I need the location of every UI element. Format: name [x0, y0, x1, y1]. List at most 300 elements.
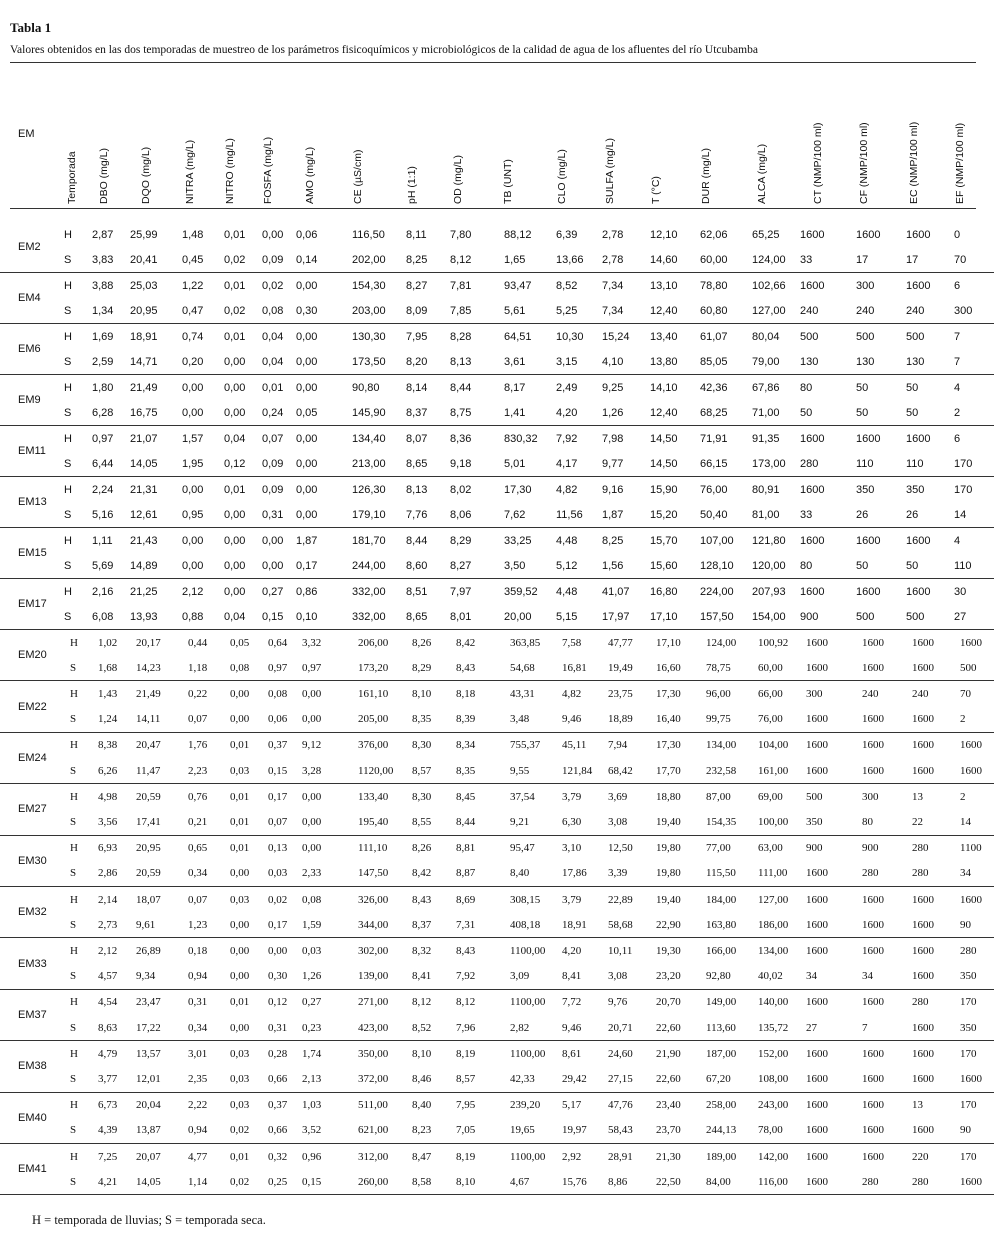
table-cell: 213,00	[352, 457, 386, 470]
table-cell: 3,69	[608, 790, 628, 803]
table-cell: 1600	[862, 1047, 884, 1060]
table-cell: 0,00	[296, 355, 318, 368]
table-cell: 170	[954, 483, 973, 496]
table-cell: 1,59	[302, 918, 322, 931]
table-cell: 11,56	[556, 508, 583, 521]
table-cell: 7,94	[608, 739, 628, 752]
table-cell: 0,12	[268, 996, 288, 1009]
station-group	[0, 1041, 994, 1092]
table-header	[0, 110, 994, 210]
table-cell: 2,12	[98, 944, 118, 957]
table-cell: S	[70, 970, 77, 983]
table-cell: 173,20	[358, 661, 389, 674]
table-cell: 10,11	[608, 944, 633, 957]
table-row	[0, 784, 994, 809]
table-cell: 1600	[960, 1072, 982, 1085]
table-cell: 179,10	[352, 508, 386, 521]
table-cell: 8,51	[406, 585, 428, 598]
table-cell: 9,18	[450, 457, 472, 470]
table-cell: 0,97	[268, 661, 288, 674]
table-cell: 23,47	[136, 996, 161, 1009]
table-cell: 2,14	[98, 893, 118, 906]
column-header-label: T (°C)	[650, 176, 662, 204]
table-cell: 1600	[806, 764, 828, 777]
table-cell: 50	[856, 406, 869, 419]
table-cell: 8,30	[412, 739, 432, 752]
table-cell: 124,00	[752, 253, 786, 266]
table-cell: 0,10	[296, 610, 318, 623]
table-cell: 120,00	[752, 559, 786, 572]
table-cell: 224,00	[700, 585, 734, 598]
table-cell: 8,86	[608, 1175, 628, 1188]
table-cell: H	[64, 381, 72, 394]
table-cell: 47,76	[608, 1099, 633, 1112]
table-cell: 195,40	[358, 815, 389, 828]
table-cell: 1600	[862, 1124, 884, 1137]
table-cell: 0,27	[262, 585, 284, 598]
table-cell: 8,18	[456, 687, 476, 700]
table-cell: 1,74	[302, 1047, 322, 1060]
table-cell: 0,97	[92, 432, 114, 445]
table-cell: 2,13	[302, 1072, 322, 1085]
table-cell: 0,00	[296, 381, 318, 394]
table-cell: H	[64, 330, 72, 343]
table-cell: 0,01	[230, 790, 250, 803]
column-header	[756, 94, 768, 204]
table-footnote: H = temporada de lluvias; S = temporada seca.	[32, 1213, 266, 1227]
table-cell: 5,01	[504, 457, 526, 470]
table-cell: 1600	[806, 1175, 828, 1188]
em-column-header: EM	[18, 128, 35, 140]
table-cell: 1,18	[188, 661, 208, 674]
table-cell: 1600	[806, 1099, 828, 1112]
table-cell: 8,61	[562, 1047, 582, 1060]
column-header-label: CT (NMP/100 ml)	[812, 122, 824, 204]
table-cell: 3,79	[562, 790, 582, 803]
table-cell: 1,22	[182, 279, 204, 292]
table-cell: 312,00	[358, 1150, 389, 1163]
table-cell: 8,11	[406, 228, 427, 241]
table-cell: 0,15	[262, 610, 284, 623]
station-group	[0, 733, 994, 784]
table-cell: 163,80	[706, 918, 737, 931]
column-header	[812, 94, 824, 204]
table-cell: 8,35	[412, 713, 432, 726]
table-cell: 42,36	[700, 381, 728, 394]
table-cell: 111,10	[358, 842, 388, 855]
table-cell: 0,20	[182, 355, 204, 368]
table-cell: 0,03	[230, 893, 250, 906]
table-cell: 23,40	[656, 1099, 681, 1112]
table-cell: 2,86	[98, 867, 118, 880]
table-cell: 68,25	[700, 406, 728, 419]
table-cell: 8,29	[450, 534, 472, 547]
table-cell: S	[64, 508, 72, 521]
table-cell: 1100,00	[510, 944, 546, 957]
station-group	[0, 273, 994, 324]
station-group	[0, 630, 994, 681]
table-cell: 8,63	[98, 1021, 118, 1034]
table-cell: 8,87	[456, 867, 476, 880]
table-cell: 2,92	[562, 1150, 582, 1163]
table-cell: 1600	[862, 636, 884, 649]
table-cell: 332,00	[352, 610, 386, 623]
table-cell: 8,17	[504, 381, 526, 394]
table-cell: 8,20	[406, 355, 428, 368]
table-cell: 3,08	[608, 970, 628, 983]
table-cell: S	[70, 661, 77, 674]
table-cell: 1600	[856, 432, 881, 445]
table-cell: 2,78	[602, 228, 624, 241]
column-header-label: CLO (mg/L)	[556, 149, 568, 204]
table-cell: H	[70, 1150, 78, 1163]
table-cell: 0,00	[182, 534, 204, 547]
table-cell: 1600	[856, 228, 881, 241]
station-group	[0, 784, 994, 835]
table-cell: 6,28	[92, 406, 114, 419]
table-cell: 8,07	[406, 432, 428, 445]
table-cell: 2,82	[510, 1021, 530, 1034]
table-cell: 0,02	[262, 279, 284, 292]
column-header-label: EC (NMP/100 ml)	[908, 121, 920, 204]
table-cell: 8,02	[450, 483, 472, 496]
table-cell: 0,21	[188, 815, 208, 828]
table-cell: 350	[856, 483, 875, 496]
column-header	[650, 94, 662, 204]
table-cell: 20,41	[130, 253, 158, 266]
table-cell: 8,27	[406, 279, 428, 292]
table-cell: 7,34	[602, 304, 624, 317]
table-cell: 8,23	[412, 1124, 432, 1137]
table-cell: 500	[806, 790, 823, 803]
table-cell: 17,10	[656, 636, 681, 649]
table-cell: 1600	[862, 1099, 884, 1112]
column-header-label: NITRA (mg/L)	[184, 139, 196, 204]
table-cell: 14,05	[136, 1175, 161, 1188]
table-cell: 8,47	[412, 1150, 432, 1163]
table-cell: 13,80	[650, 355, 678, 368]
table-cell: 0,05	[230, 636, 250, 649]
table-cell: 149,00	[706, 996, 737, 1009]
table-cell: 1600	[912, 918, 934, 931]
table-cell: 0,96	[302, 1150, 322, 1163]
table-cell: 14,05	[130, 457, 158, 470]
table-cell: 1600	[912, 944, 934, 957]
table-cell: 4	[954, 381, 961, 394]
table-cell: 130	[856, 355, 875, 368]
table-row	[0, 222, 994, 247]
table-cell: 7,95	[456, 1099, 476, 1112]
table-row	[0, 887, 994, 912]
table-cell: 755,37	[510, 739, 541, 752]
table-cell: 50	[856, 559, 869, 572]
table-cell: 3,10	[562, 842, 582, 855]
table-cell: 8,09	[406, 304, 428, 317]
table-cell: 13,87	[136, 1124, 161, 1137]
station-label: EM24	[18, 751, 47, 764]
table-cell: 62,06	[700, 228, 728, 241]
table-cell: 173,50	[352, 355, 386, 368]
table-cell: 1600	[912, 1047, 934, 1060]
table-cell: 0,17	[268, 918, 288, 931]
table-cell: 24,60	[608, 1047, 633, 1060]
table-row	[0, 604, 994, 629]
table-cell: H	[70, 944, 78, 957]
table-cell: 2,33	[302, 867, 322, 880]
table-cell: H	[64, 585, 72, 598]
table-cell: 0,00	[302, 713, 322, 726]
table-cell: 1600	[960, 636, 982, 649]
table-cell: 184,00	[706, 893, 737, 906]
table-cell: S	[64, 406, 72, 419]
table-cell: 90	[960, 1124, 971, 1137]
table-cell: 8,81	[456, 842, 476, 855]
table-row	[0, 247, 994, 272]
table-cell: 27,15	[608, 1072, 633, 1085]
table-cell: 8,43	[412, 893, 432, 906]
table-cell: 0,02	[224, 304, 246, 317]
table-cell: 21,49	[136, 687, 161, 700]
table-cell: 8,57	[412, 764, 432, 777]
table-cell: H	[70, 996, 78, 1009]
table-cell: 240	[906, 304, 925, 317]
table-cell: 7,72	[562, 996, 582, 1009]
table-cell: 240	[912, 687, 929, 700]
table-cell: 19,97	[562, 1124, 587, 1137]
table-cell: 8,57	[456, 1072, 476, 1085]
table-cell: 1600	[806, 918, 828, 931]
table-cell: 0,00	[262, 228, 284, 241]
column-header-label: DUR (mg/L)	[700, 147, 712, 204]
table-cell: 104,00	[758, 739, 789, 752]
station-label: EM13	[18, 496, 47, 508]
table-cell: S	[64, 355, 72, 368]
table-cell: 0,03	[230, 1072, 250, 1085]
table-cell: 78,80	[700, 279, 728, 292]
table-cell: 1600	[806, 713, 828, 726]
table-cell: 2,24	[92, 483, 114, 496]
table-cell: 130	[800, 355, 819, 368]
table-cell: 0,00	[268, 944, 288, 957]
table-cell: 130,30	[352, 330, 386, 343]
table-cell: 15,20	[650, 508, 678, 521]
table-cell: 63,00	[758, 842, 783, 855]
table-cell: 0	[954, 228, 961, 241]
table-cell: 2,35	[188, 1072, 208, 1085]
table-cell: 1,41	[504, 406, 526, 419]
table-cell: 205,00	[358, 713, 389, 726]
table-cell: 1600	[806, 944, 828, 957]
table-cell: 1,87	[296, 534, 318, 547]
table-cell: 8,75	[450, 406, 472, 419]
table-cell: 7,85	[450, 304, 472, 317]
table-cell: 0,31	[188, 996, 208, 1009]
table-cell: 8,52	[412, 1021, 432, 1034]
table-cell: 133,40	[358, 790, 389, 803]
table-cell: 64,51	[504, 330, 532, 343]
table-cell: 1600	[806, 867, 828, 880]
table-cell: 0,01	[224, 279, 246, 292]
table-cell: 0,15	[302, 1175, 322, 1188]
table-cell: 350	[960, 970, 977, 983]
table-cell: 0,31	[268, 1021, 288, 1034]
table-cell: 22,89	[608, 893, 633, 906]
table-cell: 372,00	[358, 1072, 389, 1085]
table-cell: 0,00	[302, 815, 322, 828]
table-cell: 7	[954, 355, 961, 368]
table-cell: 258,00	[706, 1099, 737, 1112]
table-cell: 0,00	[182, 381, 204, 394]
table-cell: 300	[856, 279, 875, 292]
table-cell: 0,13	[268, 842, 288, 855]
table-cell: 12,40	[650, 406, 678, 419]
table-cell: 0,07	[268, 815, 288, 828]
table-cell: 7,80	[450, 228, 472, 241]
table-cell: 14,23	[136, 661, 161, 674]
table-cell: 11,47	[136, 764, 161, 777]
table-cell: 20,17	[136, 636, 161, 649]
table-cell: 0,01	[230, 739, 250, 752]
table-cell: S	[70, 764, 77, 777]
table-cell: 500	[800, 330, 819, 343]
table-cell: 4,20	[562, 944, 582, 957]
station-group	[0, 375, 994, 426]
table-cell: 0,09	[262, 253, 284, 266]
table-cell: 3,48	[510, 713, 530, 726]
table-cell: 8,06	[450, 508, 472, 521]
station-label: EM4	[18, 292, 41, 304]
table-cell: 50	[906, 406, 919, 419]
table-cell: 1600	[960, 739, 982, 752]
station-group	[0, 477, 994, 528]
table-cell: 54,68	[510, 661, 535, 674]
column-header	[502, 94, 514, 204]
table-cell: 332,00	[352, 585, 386, 598]
column-header	[908, 94, 920, 204]
table-row	[0, 426, 994, 451]
table-cell: 7,92	[456, 970, 476, 983]
table-cell: 0,37	[268, 739, 288, 752]
table-cell: 7	[954, 330, 961, 343]
table-cell: 17,10	[650, 610, 678, 623]
table-cell: 9,55	[510, 764, 530, 777]
table-cell: 88,12	[504, 228, 532, 241]
table-cell: 8,44	[456, 815, 476, 828]
station-label: EM17	[18, 598, 47, 610]
table-cell: 21,07	[130, 432, 158, 445]
table-cell: 19,80	[656, 867, 681, 880]
table-row	[0, 733, 994, 758]
table-cell: 66,15	[700, 457, 728, 470]
table-cell: 0,66	[268, 1072, 288, 1085]
table-cell: 17,30	[504, 483, 532, 496]
table-cell: 0,03	[268, 867, 288, 880]
table-cell: 96,00	[706, 687, 731, 700]
table-cell: 8,44	[450, 381, 472, 394]
station-group	[0, 1144, 994, 1195]
table-cell: 8,26	[412, 842, 432, 855]
table-cell: 8,10	[412, 1047, 432, 1060]
table-cell: 90,80	[352, 381, 380, 394]
table-cell: 22,50	[656, 1175, 681, 1188]
table-cell: 1600	[912, 713, 934, 726]
table-cell: 0,45	[182, 253, 204, 266]
table-cell: 5,69	[92, 559, 114, 572]
table-cell: 1600	[912, 1021, 934, 1034]
table-row	[0, 809, 994, 834]
table-cell: 3,50	[504, 559, 526, 572]
table-cell: S	[64, 253, 72, 266]
table-cell: 350	[906, 483, 925, 496]
table-cell: 26	[906, 508, 919, 521]
table-cell: H	[64, 279, 72, 292]
table-cell: 0,28	[268, 1047, 288, 1060]
table-cell: 161,00	[758, 764, 789, 777]
table-cell: 170	[954, 457, 973, 470]
table-cell: 1600	[906, 534, 931, 547]
table-cell: 2,12	[182, 585, 204, 598]
table-cell: 8,14	[406, 381, 428, 394]
table-cell: 22,90	[656, 918, 681, 931]
station-label: EM20	[18, 649, 47, 662]
table-row	[0, 964, 994, 989]
table-cell: 50,40	[700, 508, 728, 521]
table-cell: 115,50	[706, 867, 736, 880]
table-cell: 0,04	[224, 610, 246, 623]
table-cell: 127,00	[752, 304, 786, 317]
table-cell: 15,60	[650, 559, 678, 572]
table-cell: 0,04	[224, 432, 246, 445]
table-cell: 116,00	[758, 1175, 788, 1188]
table-cell: 244,00	[352, 559, 386, 572]
table-body	[0, 222, 994, 1195]
table-cell: 8,10	[456, 1175, 476, 1188]
column-header	[858, 94, 870, 204]
table-cell: 1600	[912, 661, 934, 674]
table-cell: 0,01	[230, 842, 250, 855]
table-cell: 6,44	[92, 457, 114, 470]
table-cell: 0,09	[262, 483, 284, 496]
table-cell: H	[64, 483, 72, 496]
table-cell: 0,31	[262, 508, 284, 521]
table-cell: 350,00	[358, 1047, 389, 1060]
table-cell: 0,24	[262, 406, 284, 419]
table-cell: 8,12	[412, 996, 432, 1009]
table-cell: 0,00	[224, 585, 246, 598]
table-cell: 2,73	[98, 918, 118, 931]
table-cell: 0,02	[230, 1124, 250, 1137]
table-cell: 1600	[906, 585, 931, 598]
table-cell: 29,42	[562, 1072, 587, 1085]
table-cell: 3,56	[98, 815, 118, 828]
table-cell: 189,00	[706, 1150, 737, 1163]
table-cell: 0,97	[302, 661, 322, 674]
table-cell: 78,00	[758, 1124, 783, 1137]
column-header	[604, 94, 616, 204]
table-cell: 161,10	[358, 687, 389, 700]
table-cell: H	[64, 534, 72, 547]
table-cell: 19,30	[656, 944, 681, 957]
table-cell: 344,00	[358, 918, 389, 931]
column-header-label: EF (NMP/100 ml)	[954, 122, 966, 204]
table-cell: 1,68	[98, 661, 118, 674]
table-cell: 5,17	[562, 1099, 582, 1112]
table-cell: 16,80	[650, 585, 678, 598]
table-row	[0, 1093, 994, 1118]
table-cell: 22,60	[656, 1072, 681, 1085]
table-cell: 23,20	[656, 970, 681, 983]
column-header-label: NITRO (mg/L)	[224, 138, 236, 204]
